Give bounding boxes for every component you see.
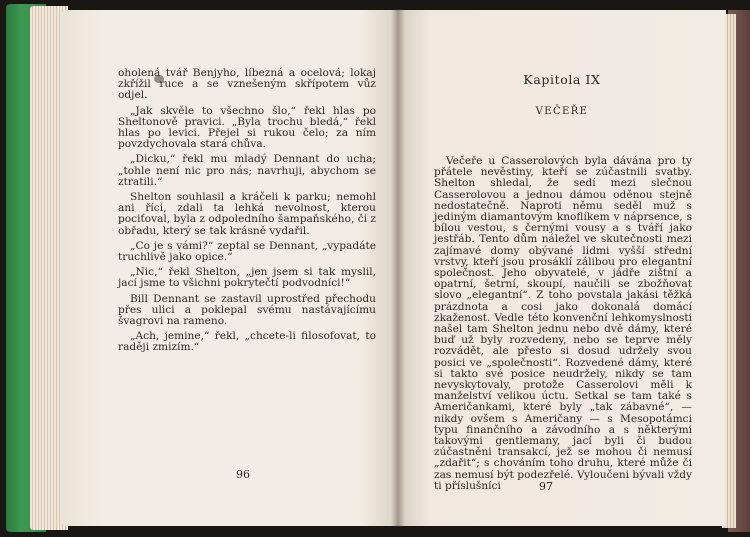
chapter-subtitle: VEČEŘE (535, 106, 589, 117)
paragraph: „Dicku,“ řekl mu mladý Dennant do ucha; „tohle není nic pro nás; navrhuji, abychom se ztratili.“ (118, 153, 376, 188)
paragraph: „Nic,“ řekl Shelton, „jen jsem si tak myslil, jací jsme to všichni pokrytečtí podvodníci!“ (118, 266, 376, 290)
page-number-left: 96 (236, 468, 250, 481)
right-page (398, 10, 726, 526)
book-gutter (391, 10, 405, 526)
paragraph: oholená tvář Benjyho, líbezná a ocelová; lokaj zkřížil ruce a se vznešeným skřípotem vůz odjel. (118, 67, 376, 102)
chapter-title: Kapitola IX (523, 72, 601, 87)
page-number-right: 97 (539, 480, 553, 493)
left-page (62, 10, 400, 526)
paragraph: Shelton souhlasil a kráčeli k parku; nemohl ani říci, zdali ta lehká nevolnost, kterou pociťoval, byla z odpoledního šampaňského, či z obřadu, který se tak krásně vydařil. (118, 191, 376, 237)
paragraph: „Ach, jemine,“ řekl, „chcete-li filosofovat, to raději zmizím.“ (118, 330, 376, 354)
paragraph: Večeře u Casserolových byla dávána pro ty přátele nevěstiny, kteří se zúčastnili svatby. Shelton shledal, že sedí mezi slečnou Casserolovou a jednou dámou oděnou stejně nedostatečně. Naproti němu seděl muž s jediným diamantovým knoflíkem v náprsence, s bílou vestou, s černými vousy a s tváří jako jestřáb. Tento dům náležel ve skutečnosti mezi zajímavé domy obývané lidmi vyšší střední vrstvy, kteří jsou prosáklí zálibou pro elegantní společnost. Jeho obyvatelé, v jádře zištní a opatrní, šetrní, skoupí, naučili se zbožňovat slovo „elegantní“. Z toho povstala jakási těžká prázdnota a cosi jako dokonalá domácí zkaženost. Vedle této konvenční lehkomyslnosti našel tam Shelton jednu nebo dvě dámy, které buď už byly rozvedeny, nebo se teprve měly rozvádět, ale přesto si dosud udržely svou posici ve „společnosti“. Rozvedené dámy, které si takto své posice neudržely, nikdy se tam nevyskytovaly, protože Casserolovi měli k manželství velikou úctu. Setkal se tam také s Američankami, které byly „tak zábavné“, — nikdy ovšem s Američany — s Mesopotámci typu finančního a závodního a s některými takovými gentlemany, jací byli či budou zúčastněni transakcí, jež se mohou či nemusí „zdařit“; s chováním toho druhu, které může či zas nemusí být podezřelé. Vyloučeni bývali vždy ti příslušníci (434, 155, 692, 492)
paragraph: Bill Dennant se zastavil uprostřed přechodu přes ulici a poklepal svému nastávajícímu švagrovi na rameno. (118, 292, 376, 328)
left-page-text (118, 68, 376, 354)
right-page-text (434, 156, 692, 492)
paragraph: „Jak skvěle to všechno šlo,“ řekl hlas po Sheltonově pravici. „Byla trochu bledá,“ řekl hlas po levici. Přejel si rukou čelo; za ním povzdychovala stará chůva. (118, 104, 376, 151)
paragraph: „Co je s vámi?“ zeptal se Dennant, „vypadáte truchlivě jako opice.“ (118, 239, 376, 264)
